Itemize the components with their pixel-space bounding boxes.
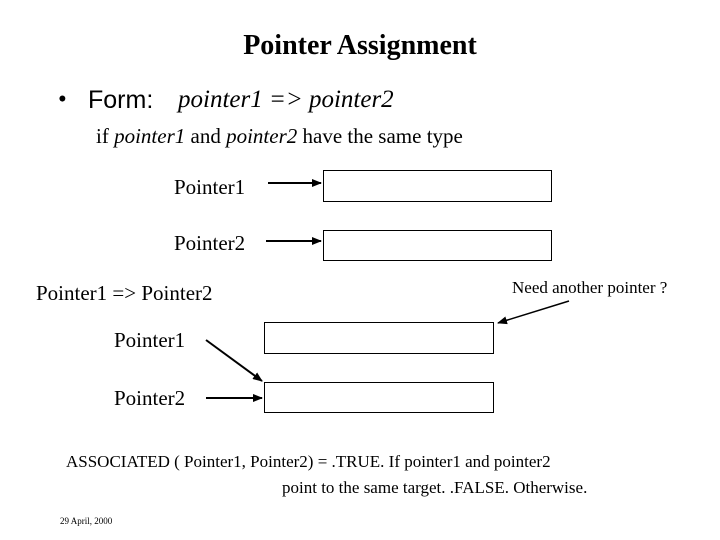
associated-line-2: point to the same target. .FALSE. Otherwise. (282, 478, 588, 497)
date-footer: 29 April, 2000 (60, 516, 113, 526)
form-expression: pointer1 => pointer2 (178, 86, 394, 113)
arrow-question (498, 301, 569, 323)
condition-suffix: have the same type (297, 124, 463, 148)
condition-pointer1: pointer1 (114, 124, 186, 148)
before-pointer2-label: Pointer2 (174, 231, 246, 255)
arrow-after-pointer1 (206, 340, 262, 381)
after-pointer2-label: Pointer2 (114, 386, 186, 410)
condition-pointer2: pointer2 (226, 124, 298, 148)
slide-title: Pointer Assignment (243, 30, 477, 61)
question-text: Need another pointer ? (512, 278, 668, 297)
condition-mid: and (185, 124, 227, 148)
assignment-label: Pointer1 => Pointer2 (36, 281, 213, 305)
before-pointer1-label: Pointer1 (174, 175, 246, 199)
condition-prefix: if (96, 124, 115, 148)
associated-line-1: ASSOCIATED ( Pointer1, Pointer2) = .TRUE. If pointer1 and pointer2 (66, 452, 551, 471)
bullet-marker: • (58, 86, 67, 113)
form-label: Form: (88, 86, 154, 114)
after-pointer1-label: Pointer1 (114, 328, 186, 352)
